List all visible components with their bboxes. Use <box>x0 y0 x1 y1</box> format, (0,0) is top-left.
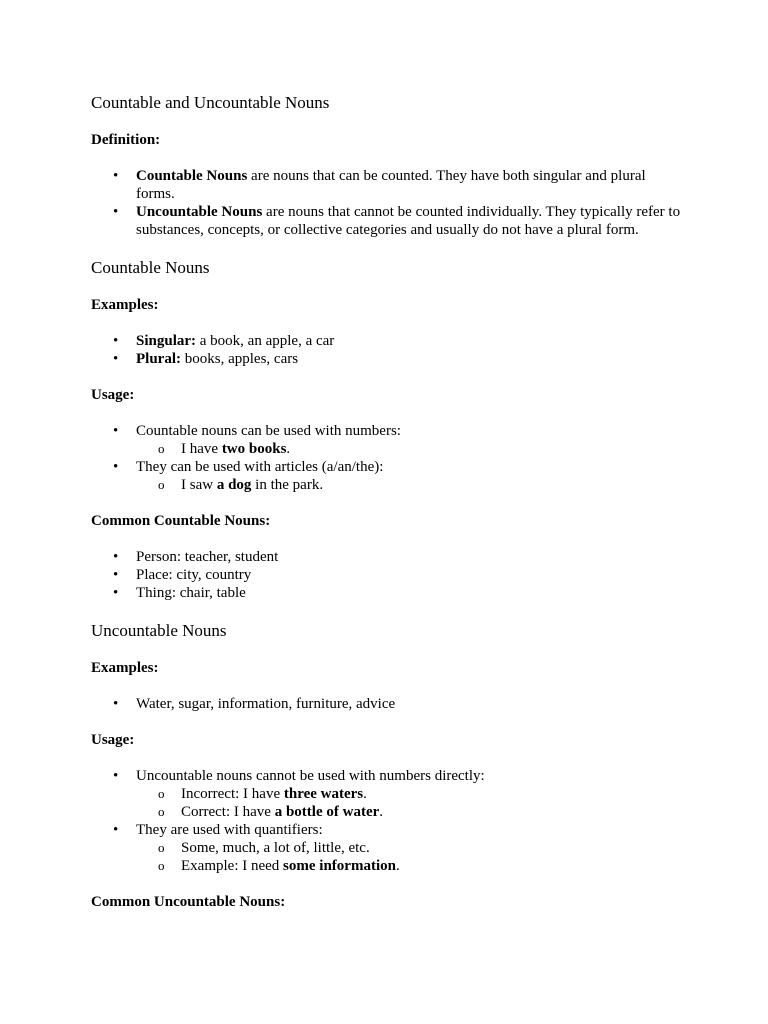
example-highlight: three waters <box>283 786 364 802</box>
example-sentence-end: . <box>363 786 367 802</box>
definition-text: are nouns that can be counted. They have both singular and plural forms. <box>136 168 646 202</box>
sub-list-item <box>136 839 681 857</box>
common-countable-label: Common Countable Nouns: <box>91 513 271 529</box>
definition-text: are nouns that cannot be counted individually. They typically refer to substances, concepts, or collective categories and usually do not have a plural form. <box>136 204 681 238</box>
sub-list-item <box>136 857 681 875</box>
list-item <box>91 821 681 875</box>
sub-list-item <box>136 785 681 803</box>
countable-usage-list <box>91 422 681 494</box>
example-sentence-end: in the park. <box>251 477 324 493</box>
definition-list <box>91 167 681 239</box>
examples-label: Examples: <box>91 660 159 676</box>
list-item <box>91 203 681 239</box>
list-item: • Thing: chair, table <box>91 584 681 602</box>
list-item <box>91 767 681 821</box>
term: Singular: <box>136 333 197 349</box>
example-highlight: two books <box>221 441 287 457</box>
common-uncountable-label: Common Uncountable Nouns: <box>91 894 286 910</box>
definition-label: Definition: <box>91 132 161 148</box>
example-sentence: Correct: I have <box>181 804 275 820</box>
usage-text: Countable nouns can be used with numbers: <box>136 423 401 439</box>
list-item <box>91 350 681 368</box>
sub-list <box>136 440 681 458</box>
sub-list-item <box>136 803 681 821</box>
example-sentence-end: . <box>379 804 384 820</box>
example-sentence-end: . <box>395 858 400 874</box>
example-highlight: some information <box>283 858 396 874</box>
sub-list <box>136 476 681 494</box>
usage-text: Uncountable nouns cannot be used with numbers directly: <box>136 768 485 784</box>
section-heading-countable: Countable Nouns <box>91 258 210 277</box>
example-sentence-end: . <box>286 441 291 457</box>
example-sentence: Some, much, a lot of, little, etc. <box>181 840 370 856</box>
example-highlight: a dog <box>216 477 252 493</box>
term: Uncountable Nouns <box>136 204 263 220</box>
countable-examples-list <box>91 332 681 368</box>
list-item: • Water, sugar, information, furniture, advice <box>91 695 681 713</box>
uncountable-usage-list <box>91 767 681 875</box>
page-title: Countable and Uncountable Nouns <box>91 93 330 112</box>
examples-label: Examples: <box>91 297 159 313</box>
example-sentence: I saw <box>181 477 217 493</box>
document-content <box>91 92 681 929</box>
example-highlight: a bottle of water <box>274 804 380 820</box>
common-countable-list <box>91 548 681 602</box>
example-sentence: Example: I need <box>181 858 284 874</box>
sub-list-item <box>136 440 681 458</box>
example-sentence: Incorrect: I have <box>181 786 284 802</box>
list-item: • Place: city, country <box>91 566 681 584</box>
sub-list-item <box>136 476 681 494</box>
usage-label: Usage: <box>91 387 135 403</box>
list-item <box>91 332 681 350</box>
sub-list <box>136 839 681 875</box>
sub-list <box>136 785 681 821</box>
usage-text: They are used with quantifiers: <box>136 822 323 838</box>
usage-label: Usage: <box>91 732 135 748</box>
list-item: • Person: teacher, student <box>91 548 681 566</box>
example-text: a book, an apple, a car <box>196 333 335 349</box>
list-item <box>91 167 681 203</box>
term: Plural: <box>136 351 181 367</box>
list-item <box>91 422 681 458</box>
uncountable-examples-list <box>91 695 681 713</box>
section-heading-uncountable: Uncountable Nouns <box>91 621 227 640</box>
example-sentence: I have <box>181 441 222 457</box>
term: Countable Nouns <box>136 168 248 184</box>
list-item <box>91 458 681 494</box>
example-text: books, apples, cars <box>181 351 299 367</box>
usage-text: They can be used with articles (a/an/the): <box>136 459 384 475</box>
